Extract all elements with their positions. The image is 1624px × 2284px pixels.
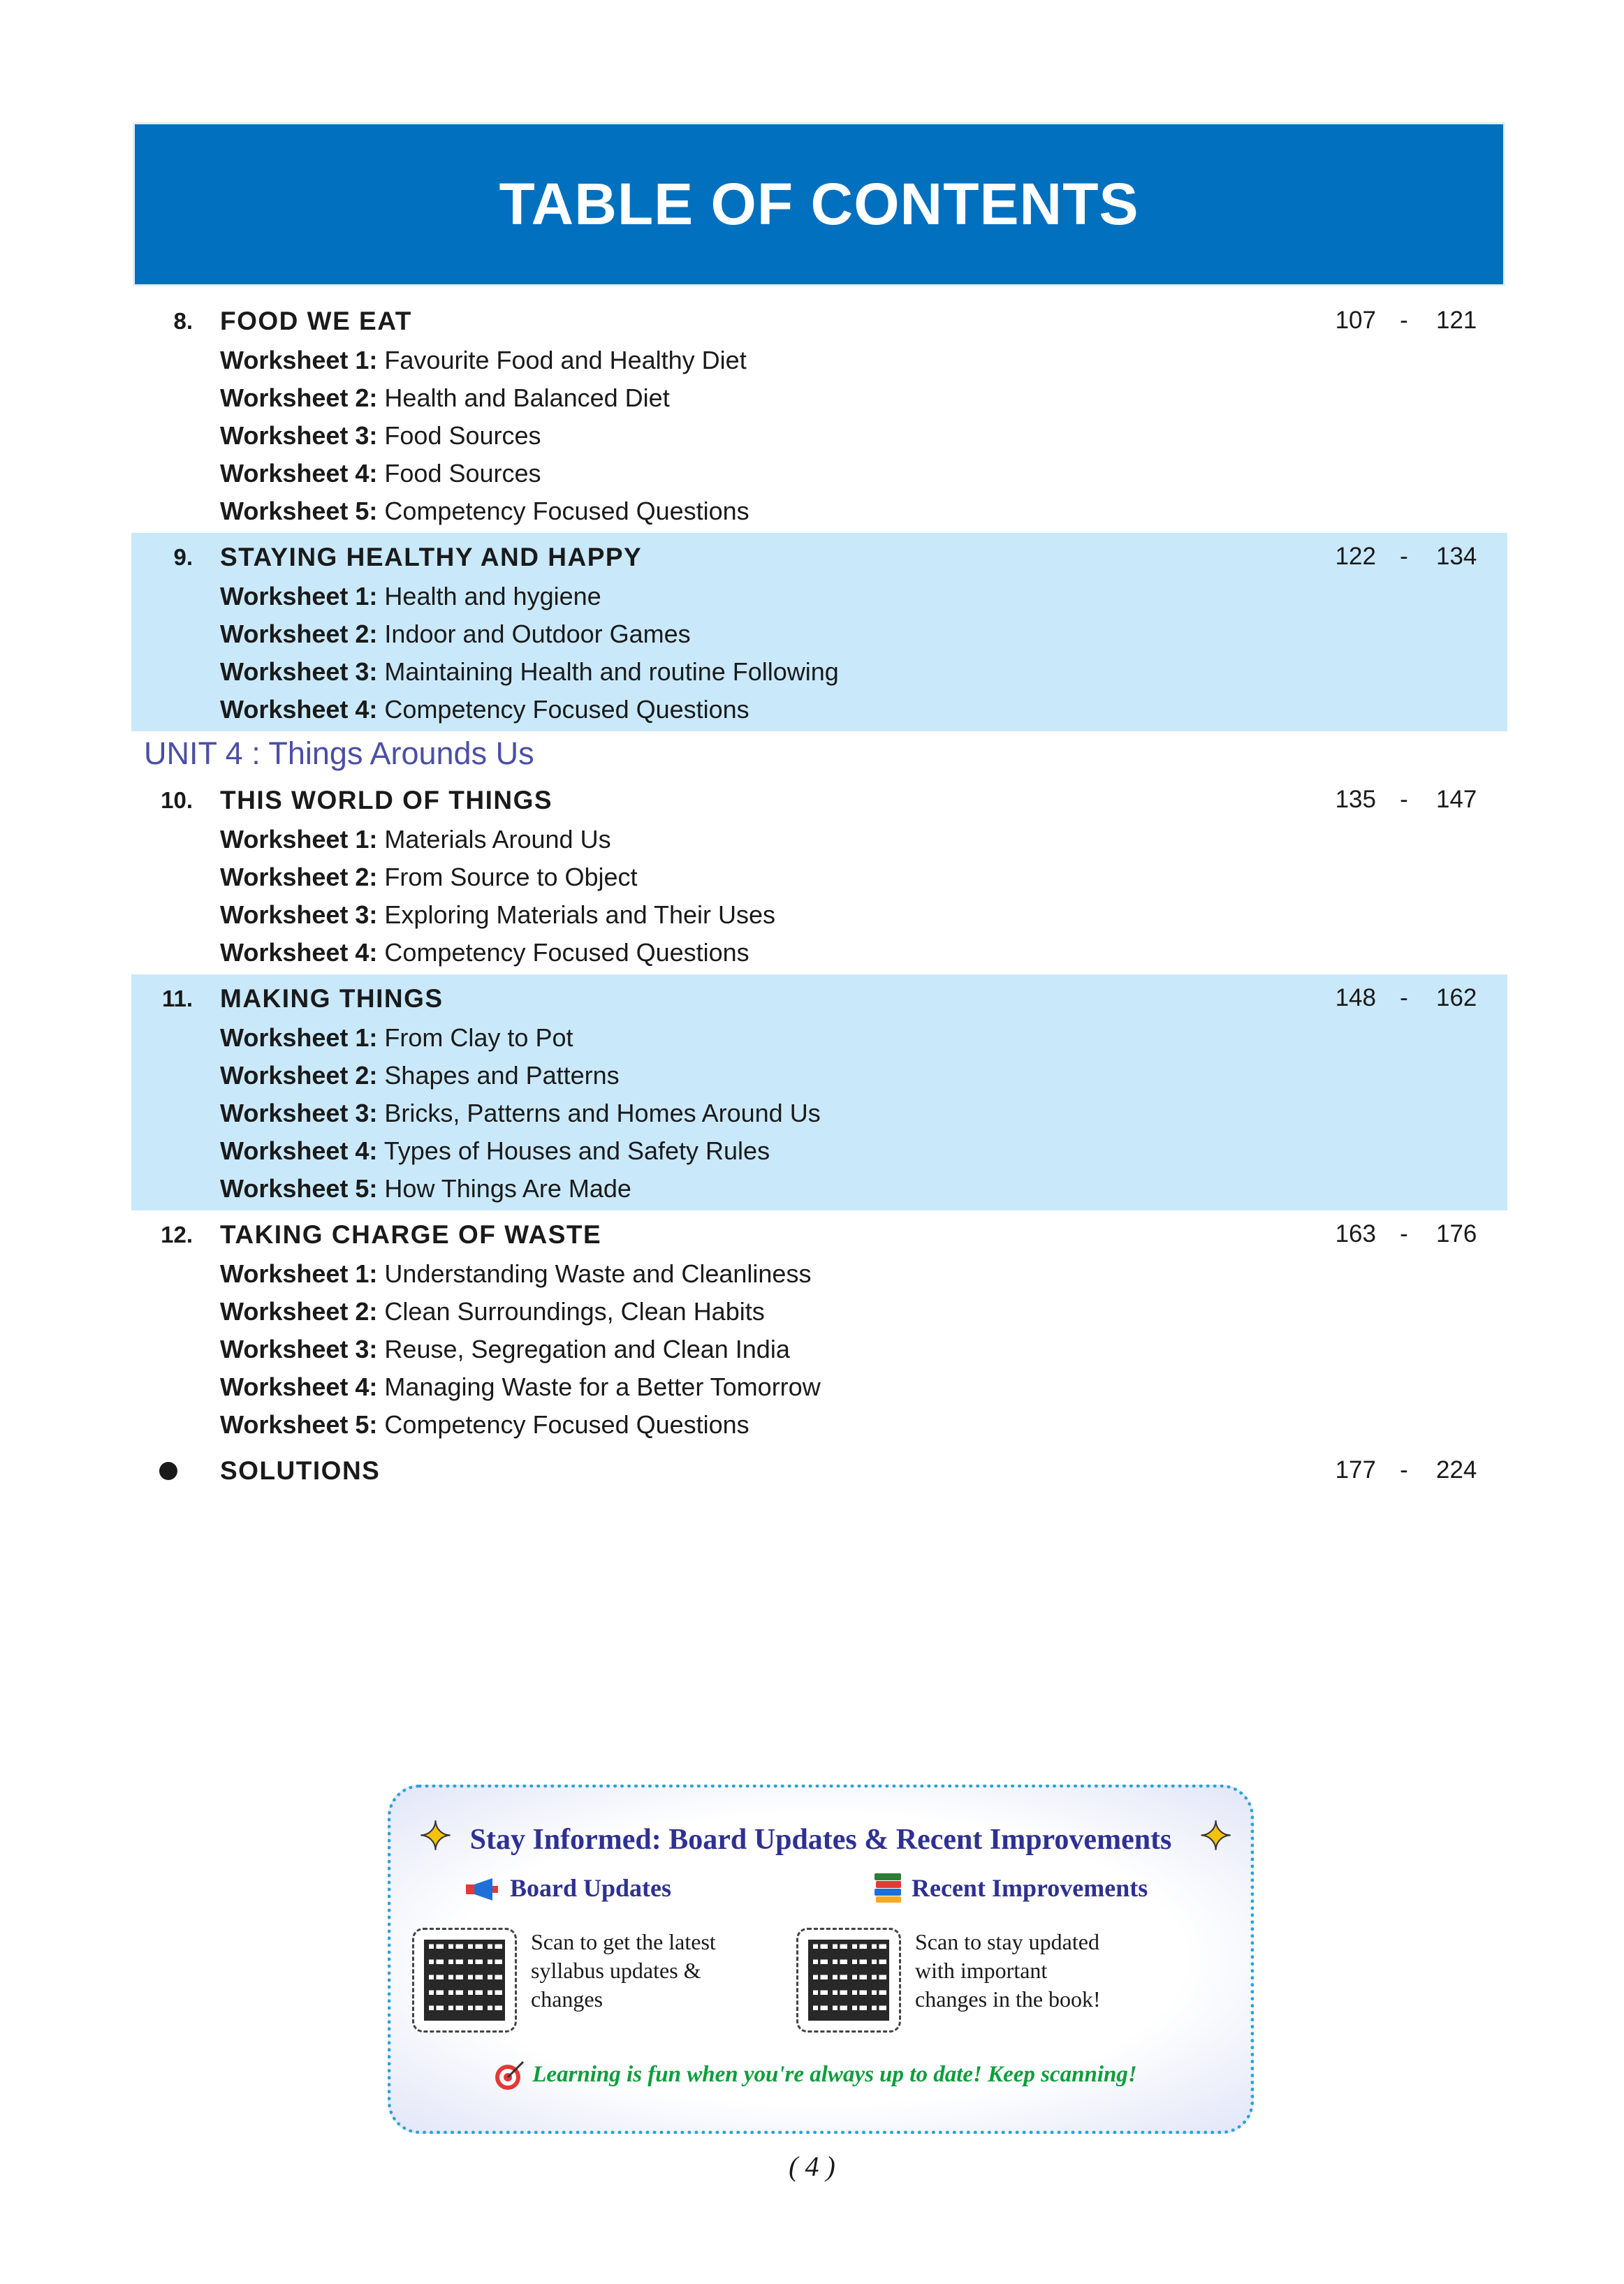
- megaphone-icon: [464, 1877, 499, 1901]
- worksheet-text: [220, 497, 749, 526]
- page-to: 134: [1436, 543, 1477, 570]
- page-from: 148: [1335, 984, 1376, 1011]
- worksheet-text: [220, 1023, 573, 1053]
- worksheet-item[interactable]: [131, 578, 1507, 615]
- sparkle-icon: ✦: [1199, 1814, 1232, 1858]
- page-to: 121: [1436, 307, 1477, 334]
- worksheet-label: Worksheet 5:: [220, 1174, 378, 1203]
- worksheet-title: Managing Waste for a Better Tomorrow: [384, 1372, 821, 1401]
- worksheet-item[interactable]: [131, 1019, 1507, 1057]
- sparkle-icon: ✦: [419, 1814, 452, 1858]
- worksheet-item[interactable]: [131, 492, 1507, 530]
- page-range: [1320, 307, 1492, 335]
- page-from: 135: [1335, 786, 1376, 813]
- chapter-number: 8.: [173, 308, 193, 334]
- worksheet-item[interactable]: [131, 691, 1507, 729]
- page-from: 163: [1335, 1220, 1376, 1247]
- worksheet-text: [220, 1410, 749, 1440]
- worksheet-item[interactable]: [131, 1293, 1507, 1331]
- worksheet-item[interactable]: [131, 1406, 1507, 1444]
- worksheet-title: Food Sources: [384, 459, 541, 488]
- chapter-number: 9.: [173, 544, 193, 570]
- chapter-entry[interactable]: [131, 1210, 1507, 1447]
- page-from: 107: [1335, 307, 1376, 334]
- worksheet-item[interactable]: [131, 1057, 1507, 1095]
- worksheet-text: [220, 695, 749, 724]
- chapter-entry[interactable]: [131, 533, 1507, 731]
- page-dash: -: [1400, 1456, 1408, 1484]
- unit-label: UNIT 4 : Things Arounds Us: [144, 735, 534, 771]
- worksheet-label: Worksheet 3:: [220, 657, 378, 686]
- chapter-entry[interactable]: [131, 974, 1507, 1210]
- worksheet-label: Worksheet 1:: [220, 825, 378, 854]
- board-updates-qr-code[interactable]: [412, 1928, 517, 2033]
- chapter-entry[interactable]: [131, 297, 1507, 533]
- page-range: [1320, 543, 1492, 571]
- worksheet-label: Worksheet 2:: [220, 1297, 378, 1326]
- worksheet-label: Worksheet 3:: [220, 1335, 378, 1363]
- worksheet-item[interactable]: [131, 1095, 1507, 1132]
- worksheet-title: Understanding Waste and Cleanliness: [384, 1259, 812, 1288]
- worksheet-title: Competency Focused Questions: [384, 938, 749, 967]
- page-title: TABLE OF CONTENTS: [499, 171, 1139, 237]
- worksheet-item[interactable]: [131, 1170, 1507, 1208]
- toc-list: [131, 297, 1507, 1494]
- worksheet-item[interactable]: [131, 934, 1507, 972]
- worksheet-item[interactable]: [131, 455, 1507, 492]
- worksheet-label: Worksheet 3:: [220, 900, 378, 929]
- page-range: [1320, 984, 1492, 1012]
- worksheet-label: Worksheet 2:: [220, 620, 378, 648]
- page-dash: -: [1400, 786, 1408, 813]
- page-to: 147: [1436, 786, 1477, 813]
- worksheet-label: Worksheet 4:: [220, 938, 378, 967]
- worksheet-title: Competency Focused Questions: [384, 1410, 749, 1439]
- solutions-entry[interactable]: [131, 1447, 1507, 1494]
- worksheet-title: Competency Focused Questions: [384, 497, 749, 525]
- worksheet-title: Shapes and Patterns: [384, 1061, 620, 1090]
- worksheet-item[interactable]: [131, 379, 1507, 417]
- page-range: [1320, 1220, 1492, 1248]
- worksheet-title: How Things Are Made: [384, 1174, 631, 1203]
- worksheet-title: Reuse, Segregation and Clean India: [384, 1335, 790, 1363]
- worksheet-text: [220, 383, 670, 413]
- worksheet-text: [220, 657, 839, 687]
- books-icon: [873, 1872, 902, 1904]
- worksheet-title: Food Sources: [384, 421, 541, 450]
- worksheet-text: [220, 1297, 765, 1326]
- worksheet-text: [220, 1099, 821, 1128]
- page-dash: -: [1400, 543, 1408, 570]
- worksheet-item[interactable]: [131, 615, 1507, 653]
- worksheet-label: Worksheet 4:: [220, 1136, 378, 1165]
- worksheet-label: Worksheet 1:: [220, 1023, 378, 1052]
- chapter-title: TAKING CHARGE OF WASTE: [220, 1220, 602, 1249]
- worksheet-text: [220, 938, 749, 967]
- worksheet-item[interactable]: [131, 858, 1507, 896]
- worksheet-item[interactable]: [131, 1255, 1507, 1293]
- worksheet-text: [220, 1372, 821, 1402]
- chapter-number: 10.: [161, 787, 193, 813]
- worksheet-label: Worksheet 4:: [220, 459, 378, 488]
- worksheet-text: [220, 346, 747, 375]
- page-number: ( 4 ): [789, 2151, 835, 2182]
- worksheet-title: Types of Houses and Safety Rules: [383, 1136, 770, 1165]
- page-dash: -: [1400, 984, 1408, 1011]
- worksheet-text: [220, 459, 541, 488]
- chapter-title: MAKING THINGS: [220, 984, 444, 1013]
- worksheet-text: [220, 825, 611, 854]
- worksheet-label: Worksheet 2:: [220, 863, 378, 891]
- board-updates-heading: Board Updates: [510, 1874, 672, 1902]
- worksheet-item[interactable]: [131, 1331, 1507, 1368]
- recent-improvements-text: Scan to stay updated with important changes in the book!: [915, 1929, 1101, 2012]
- worksheet-title: Health and hygiene: [384, 582, 601, 610]
- chapter-title: THIS WORLD OF THINGS: [220, 786, 553, 814]
- worksheet-label: Worksheet 5:: [220, 1410, 378, 1439]
- chapters-group-a: [131, 297, 1507, 731]
- info-box-footer: Learning is fun when you're always up to date! Keep scanning!: [532, 2062, 1137, 2087]
- page-range: [1320, 786, 1492, 814]
- bullet-icon: [159, 1462, 177, 1480]
- worksheet-label: Worksheet 2:: [220, 1061, 378, 1090]
- worksheet-text: [220, 421, 541, 451]
- worksheet-text: [220, 620, 691, 649]
- worksheet-title: Favourite Food and Healthy Diet: [384, 346, 747, 374]
- page-from: 177: [1335, 1456, 1376, 1484]
- worksheet-title: Health and Balanced Diet: [384, 383, 670, 412]
- page-dash: -: [1400, 1220, 1408, 1247]
- worksheet-item[interactable]: [131, 342, 1507, 379]
- worksheet-title: Indoor and Outdoor Games: [384, 620, 691, 648]
- info-box: [388, 1785, 1254, 2134]
- page-to: 162: [1436, 984, 1477, 1011]
- chapter-number: 11.: [161, 986, 193, 1011]
- worksheet-item[interactable]: [131, 417, 1507, 455]
- worksheet-label: Worksheet 1:: [220, 582, 378, 610]
- chapter-entry[interactable]: [131, 776, 1507, 974]
- worksheet-item[interactable]: [131, 896, 1507, 934]
- worksheet-label: Worksheet 3:: [220, 421, 378, 450]
- info-box-title: Stay Informed: Board Updates & Recent Improvements: [469, 1824, 1172, 1856]
- chapter-number: 12.: [161, 1222, 193, 1247]
- worksheet-text: [220, 1136, 770, 1166]
- worksheet-title: Competency Focused Questions: [384, 695, 749, 724]
- worksheet-label: Worksheet 3:: [220, 1099, 378, 1127]
- worksheet-item[interactable]: [131, 1132, 1507, 1170]
- page-range: [1320, 1456, 1492, 1484]
- worksheet-title: Maintaining Health and routine Following: [384, 657, 839, 686]
- solutions-title: SOLUTIONS: [220, 1456, 381, 1485]
- worksheet-title: Materials Around Us: [384, 825, 611, 854]
- chapter-title: STAYING HEALTHY AND HAPPY: [220, 543, 643, 571]
- recent-improvements-qr-code[interactable]: [796, 1928, 901, 2033]
- worksheet-item[interactable]: [131, 1368, 1507, 1406]
- page-from: 122: [1335, 543, 1376, 570]
- worksheet-text: [220, 1174, 631, 1203]
- board-updates-text: Scan to get the latest syllabus updates & changes: [531, 1929, 716, 2012]
- worksheet-title: From Clay to Pot: [384, 1023, 573, 1052]
- worksheet-label: Worksheet 4:: [220, 1372, 378, 1401]
- worksheet-label: Worksheet 1:: [220, 346, 378, 374]
- worksheet-item[interactable]: [131, 653, 1507, 691]
- worksheet-label: Worksheet 4:: [220, 695, 378, 724]
- worksheet-text: [220, 1335, 790, 1364]
- worksheet-title: From Source to Object: [384, 863, 638, 891]
- worksheet-label: Worksheet 2:: [220, 383, 378, 412]
- worksheet-item[interactable]: [131, 821, 1507, 858]
- worksheet-label: Worksheet 1:: [220, 1259, 378, 1288]
- worksheet-text: [220, 582, 601, 611]
- worksheet-text: [220, 863, 638, 892]
- unit-heading: [131, 731, 1507, 776]
- chapter-title: FOOD WE EAT: [220, 307, 412, 335]
- chapters-group-b: [131, 776, 1507, 1447]
- page-dash: -: [1400, 307, 1408, 334]
- worksheet-label: Worksheet 5:: [220, 497, 378, 525]
- worksheet-title: Exploring Materials and Their Uses: [384, 900, 776, 929]
- worksheet-text: [220, 1061, 620, 1090]
- worksheet-text: [220, 900, 775, 930]
- page-to: 224: [1436, 1456, 1477, 1484]
- page-to: 176: [1436, 1220, 1477, 1247]
- worksheet-text: [220, 1259, 811, 1289]
- toc-header: [133, 122, 1505, 286]
- worksheet-title: Clean Surroundings, Clean Habits: [384, 1297, 765, 1326]
- worksheet-title: Bricks, Patterns and Homes Around Us: [384, 1099, 821, 1127]
- recent-improvements-heading: Recent Improvements: [912, 1874, 1148, 1902]
